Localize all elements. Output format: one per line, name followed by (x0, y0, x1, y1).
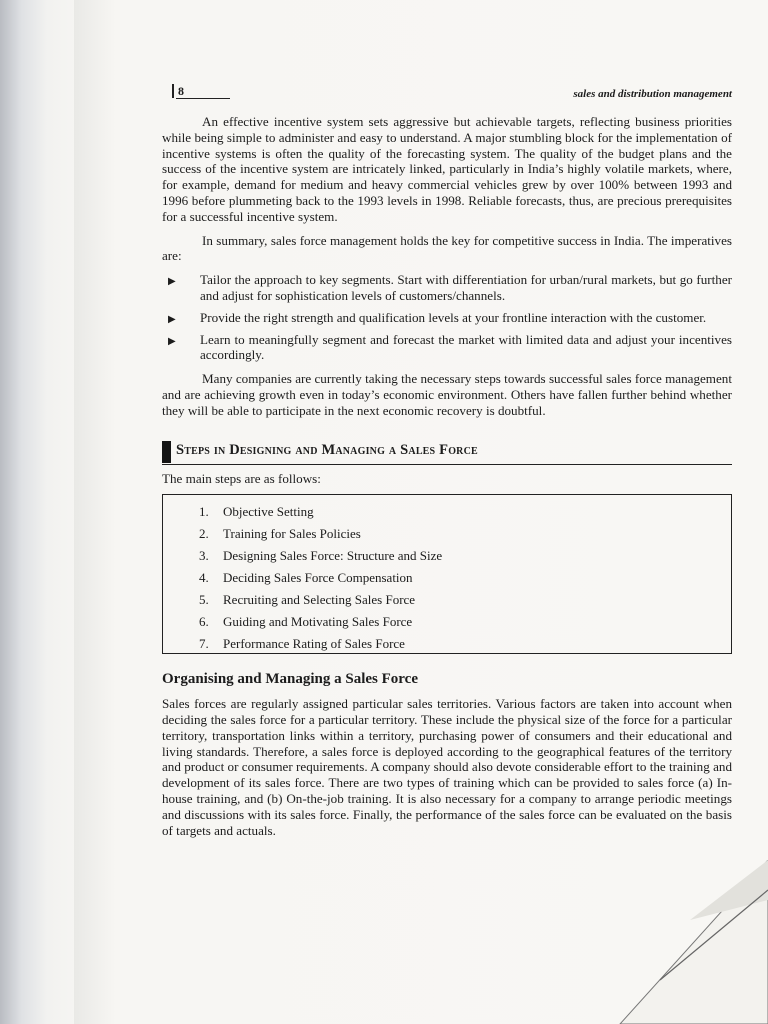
section-heading (162, 441, 732, 463)
list-item (162, 310, 732, 326)
page-number: 8 (172, 84, 184, 98)
step-text: Guiding and Motivating Sales Force (223, 614, 413, 630)
list-item (199, 589, 731, 611)
imperatives-list (162, 272, 732, 363)
paragraph-incentive: An effective incentive system sets aggressive but achievable targets, reflecting business priorities while being simple to administer and easy to understand. A major stumbling block for the implementation of incentive systems is often the quality of the forecasting system. The quality of the budget plans and the success of the incentive system are intricately linked, particularly in India’s highly volatile markets, where, for example, demand for medium and heavy commercial vehicles grew by over 100% between 1993 and 1996 before plummeting back to the 1993 levels in 1998. Reliable forecasts, thus, are precious prerequisites for a successful incentive system. (162, 114, 732, 224)
step-number: 2. (199, 526, 209, 542)
step-text: Recruiting and Selecting Sales Force (223, 592, 416, 608)
bullet-text: Tailor the approach to key segments. Start with differentiation for urban/rural markets, but go further and adjust for sophistication levels of customers/channels. (200, 272, 732, 303)
step-number: 7. (199, 636, 209, 652)
step-text: Objective Setting (223, 504, 314, 520)
page-content (162, 114, 732, 846)
bullet-triangle-icon: ▶ (168, 313, 176, 325)
paragraph-companies: Many companies are currently taking the necessary steps towards successful sales force management and are achieving growth even in today’s economic environment. Others have fallen further behind whether they will be able to participate in the next economic recovery is doubtful. (162, 371, 732, 418)
step-text: Training for Sales Policies (223, 526, 361, 542)
page-header (172, 84, 732, 104)
section-rule (162, 464, 732, 465)
page-number-rule (176, 98, 230, 99)
list-item (199, 611, 731, 633)
section-title: Steps in Designing and Managing a Sales Force (176, 441, 478, 458)
list-item (199, 567, 731, 589)
step-number: 6. (199, 614, 209, 630)
step-number: 5. (199, 592, 209, 608)
running-title: sales and distribution management (573, 88, 732, 100)
bullet-triangle-icon: ▶ (168, 335, 176, 347)
step-number: 4. (199, 570, 209, 586)
steps-intro: The main steps are as follows: (162, 470, 321, 486)
bullet-text: Provide the right strength and qualification levels at your frontline interaction with the customer. (200, 309, 707, 325)
list-item (199, 523, 731, 545)
paragraph-summary: In summary, sales force management holds the key for competitive success in India. The imperatives are: (162, 232, 732, 264)
folded-page-corner (600, 860, 768, 1024)
list-item (199, 545, 731, 567)
subsection-title: Organising and Managing a Sales Force (162, 671, 418, 688)
paragraph-organising: Sales forces are regularly assigned particular sales territories. Various factors are taken into account when deciding the sales force for a particular territory. These include the physical size of the force for a particular territory, transportation links within a territory, purchasing power of consumers and their educational and living standards. Therefore, a sales force is deployed according to the geographical features of the territory and product or consumer requirements. A company should also devote considerable effort to the training and development of its sales force. There are two types of training which can be provided to sales force (a) In-house training, and (b) On-the-job training. It is also necessary for a company to arrange periodic meetings and discussions with its sales force. Finally, the performance of the sales force can be evaluated on the basis of targets and actuals. (162, 696, 732, 838)
list-item (199, 633, 731, 655)
step-number: 3. (199, 548, 209, 564)
step-text: Performance Rating of Sales Force (223, 636, 405, 652)
step-text: Designing Sales Force: Structure and Size (223, 548, 443, 564)
steps-box (162, 494, 732, 654)
list-item (162, 332, 732, 364)
steps-list (163, 501, 731, 655)
list-item (162, 272, 732, 304)
bullet-triangle-icon: ▶ (168, 276, 176, 288)
step-number: 1. (199, 504, 209, 520)
list-item (199, 501, 731, 523)
bullet-text: Learn to meaningfully segment and forecast the market with limited data and adjust your incentives accordingly. (200, 331, 732, 363)
step-text: Deciding Sales Force Compensation (223, 570, 413, 586)
section-marker (162, 441, 171, 463)
